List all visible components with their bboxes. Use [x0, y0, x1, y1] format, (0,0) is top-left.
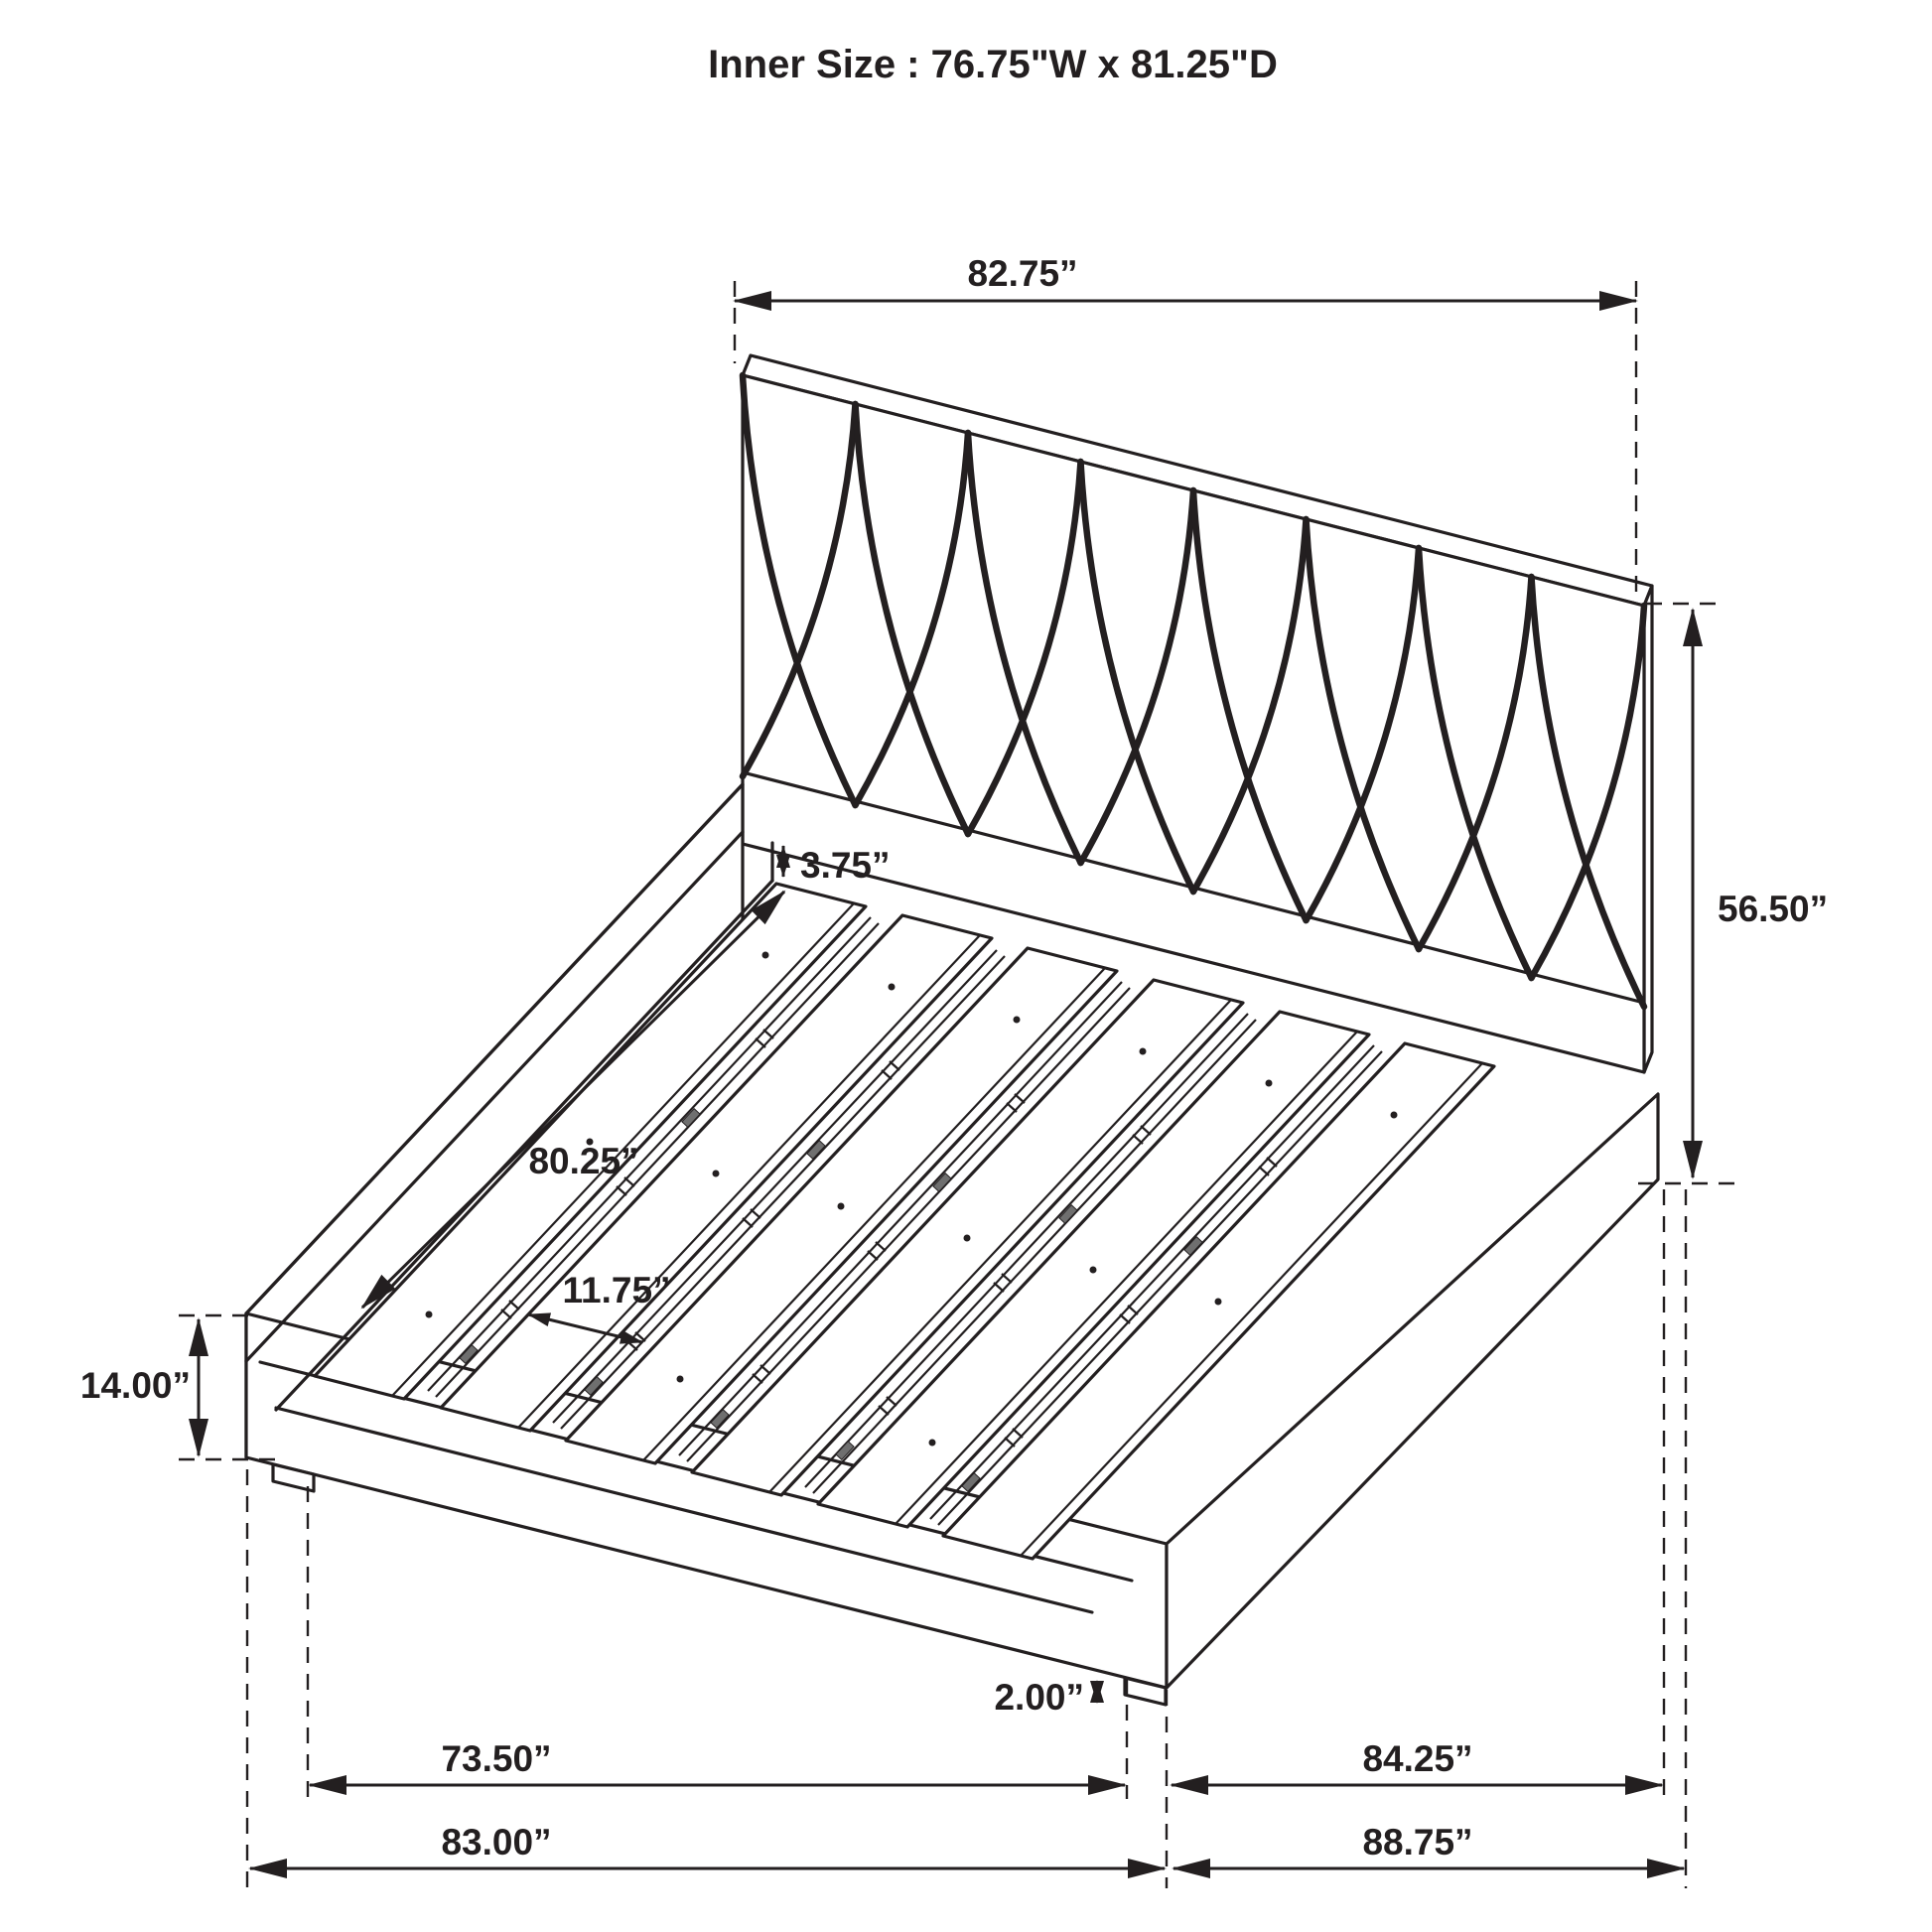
dim-outer-length-label: 83.00”: [441, 1822, 552, 1863]
dim-outer-length: [250, 1822, 1165, 1868]
dim-upper-right-depth-label: 84.25”: [1362, 1738, 1473, 1779]
dim-leg-height-label: 2.00”: [994, 1677, 1084, 1718]
dim-leg-height: [994, 1677, 1097, 1718]
dim-headboard-height: [1638, 604, 1828, 1183]
dim-inner-length-label: 73.50”: [441, 1738, 552, 1779]
dim-headboard-height-label: 56.50”: [1718, 889, 1829, 929]
dim-frame-height-label: 14.00”: [79, 1365, 191, 1406]
dim-rail-step: [783, 845, 891, 886]
dim-total-depth-label: 88.75”: [1362, 1822, 1473, 1863]
dim-rail-step-label: 3.75”: [800, 845, 891, 886]
dim-slat-length-label: 80.25”: [528, 1141, 639, 1181]
platform-right-face: [1167, 1094, 1658, 1688]
dim-inner-length: [310, 1738, 1125, 1785]
diagram-title: Inner Size : 76.75"W x 81.25"D: [708, 43, 1278, 86]
dim-total-depth: [1173, 1822, 1684, 1868]
dim-top-width-label: 82.75”: [967, 253, 1078, 294]
dim-slat-spacing-label: 11.75”: [562, 1270, 671, 1311]
dim-upper-right-depth: [1172, 1738, 1662, 1785]
